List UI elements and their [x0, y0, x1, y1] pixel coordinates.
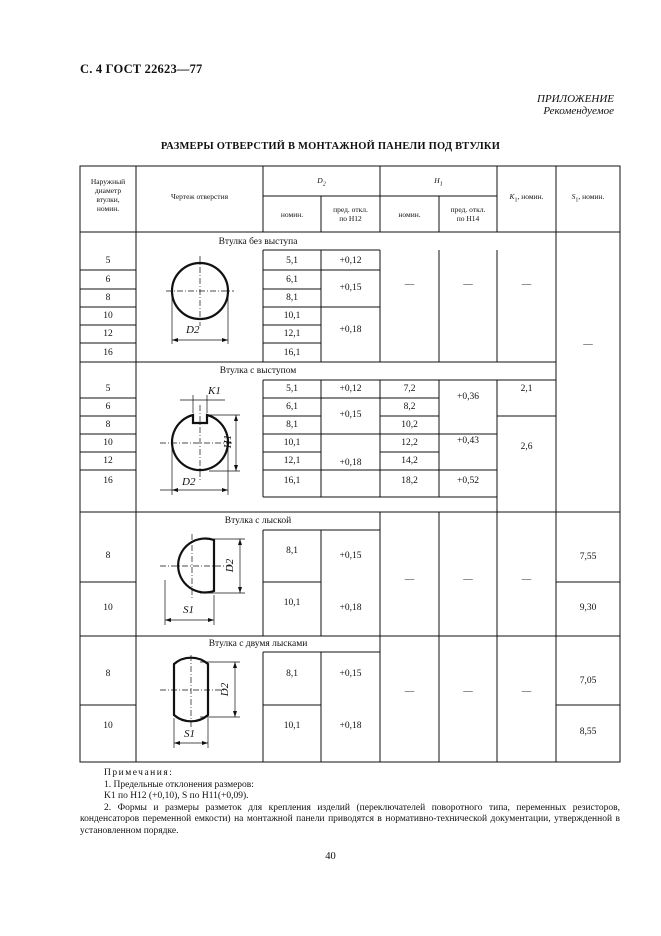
table-cell: +0,52 — [457, 476, 479, 486]
hole-drawing-single-flat — [160, 534, 245, 625]
dim-label-d2: D2 — [219, 682, 232, 697]
appendix-title: ПРИЛОЖЕНИЕ — [537, 93, 614, 105]
table-cell: 10,1 — [283, 598, 301, 608]
table-cell: +0,18 — [339, 721, 362, 731]
table-cell: +0,12 — [339, 384, 362, 394]
table-cell: 10,1 — [283, 311, 301, 321]
table-cell: 10 — [103, 438, 113, 448]
col-header-h1-nominal: номин. — [398, 210, 421, 219]
table-cell: — — [521, 575, 532, 585]
table-cell: 12,1 — [283, 456, 301, 466]
table-cell: 18,2 — [401, 476, 418, 486]
table-cell: +0,15 — [339, 669, 362, 679]
table-cell: 10,1 — [283, 721, 301, 731]
dim-label-h1: H1 — [222, 434, 235, 449]
dim-label-d2: D2 — [224, 558, 237, 573]
table-cell: 6 — [105, 275, 111, 285]
table-cell: — — [583, 340, 593, 350]
page-number: 40 — [325, 851, 336, 862]
col-header-d2: $D_2$ — [317, 176, 326, 188]
table-cell: 16 — [103, 348, 113, 358]
table-cell: 16 — [103, 476, 113, 486]
table-cell: +0,43 — [457, 436, 479, 446]
table-title: РАЗМЕРЫ ОТВЕРСТИЙ В МОНТАЖНОЙ ПАНЕЛИ ПОД ВТУЛКИ — [160, 141, 501, 152]
hole-drawing-plain — [166, 256, 234, 344]
table-cell: 5,1 — [286, 384, 298, 394]
table-cell: 12 — [103, 329, 113, 339]
table-cell: — — [463, 280, 473, 290]
table-cell: 8,1 — [286, 420, 298, 430]
table-cell: 5 — [105, 384, 111, 394]
table-cell: 8,1 — [286, 293, 298, 303]
table-cell: — — [463, 687, 473, 697]
table-cell: 8,55 — [579, 727, 597, 737]
section-label-plain: Втулка без выступа — [218, 237, 298, 247]
table-cell: 8 — [105, 669, 111, 679]
section-label-single-flat: Втулка с лыской — [224, 516, 292, 526]
notes — [80, 768, 620, 837]
dim-label-d2: D2 — [186, 324, 200, 336]
table-cell: 12,1 — [283, 329, 301, 339]
table-cell: 5,1 — [286, 256, 298, 266]
table-cell: 7,05 — [579, 676, 597, 686]
table-cell: 12 — [103, 456, 113, 466]
table-cell: 2,1 — [520, 384, 533, 394]
table-cell: 16,1 — [283, 476, 301, 486]
table-cell: 7,55 — [579, 552, 597, 562]
table-cell: +0,36 — [457, 392, 479, 402]
note-1b: K1 по H12 (+0,10), S по H11(+0,09). — [104, 791, 249, 801]
table-cell: +0,15 — [339, 410, 362, 420]
dim-label-k1: K1 — [208, 385, 221, 397]
table-cell: 8,1 — [286, 546, 298, 556]
col-header-d2-deviation: пред. откл. по Н12 — [333, 205, 368, 223]
table-cell: +0,18 — [339, 603, 362, 613]
table-cell: 10 — [103, 311, 113, 321]
table-cell: 6,1 — [286, 275, 298, 285]
col-header-h1-deviation: пред. откл. по Н14 — [450, 205, 486, 223]
table-cell: — — [521, 687, 532, 697]
page-header: С. 4 ГОСТ 22623—77 — [80, 62, 203, 76]
table-cell: 14,2 — [401, 456, 418, 466]
table-cell: 2,6 — [520, 442, 533, 452]
table-cell: 10,2 — [401, 420, 418, 430]
note-2: 2. Формы и размеры разметок для крепления изделий (переключателей поворотного типа, переменных резисторов, конденсаторов переменной емкости) на монтажной панели приводятся в нормативно-технической документации, утвержденной в установленном порядке. — [80, 802, 620, 836]
col-header-outer-diameter: Наружный диаметр втулки, номин. — [90, 177, 126, 213]
dim-label-s1: S1 — [184, 728, 195, 740]
col-header-h1: $H_1$ — [434, 176, 443, 188]
table-cell: 6 — [105, 402, 111, 412]
table-cell: +0,15 — [339, 283, 362, 293]
table-cell: +0,18 — [339, 458, 362, 468]
table-cell: 5 — [105, 256, 111, 266]
col-header-s1: $S_1$, номин. — [571, 192, 605, 204]
note-1: 1. Предельные отклонения размеров: — [104, 779, 254, 790]
table-cell: 6,1 — [286, 402, 298, 412]
notes-heading: Примечания: — [104, 768, 174, 778]
col-header-d2-nominal: номин. — [280, 210, 304, 219]
table-cell: +0,18 — [339, 325, 362, 335]
col-header-drawing: Чертеж отверстия — [170, 192, 229, 201]
table-cell: — — [463, 575, 473, 585]
table-cell: 8,1 — [286, 669, 298, 679]
table-cell: +0,15 — [339, 551, 362, 561]
table-cell: 8 — [105, 551, 111, 561]
table-cell: 12,2 — [401, 438, 418, 448]
table-cell: — — [404, 575, 415, 585]
table-cell: 8 — [105, 293, 111, 303]
table-cell: — — [404, 687, 415, 697]
appendix-subtitle: Рекомендуемое — [543, 105, 614, 117]
table-cell: 10 — [103, 603, 113, 613]
table-cell: +0,12 — [339, 256, 362, 266]
section-label-double-flat: Втулка с двумя лысками — [208, 639, 308, 649]
col-header-k1: $K_1$, номин. — [509, 192, 544, 204]
dim-label-s1: S1 — [183, 604, 194, 616]
table-cell: 10 — [103, 721, 113, 731]
table-cell: 8 — [105, 420, 111, 430]
table-cell: 9,30 — [579, 603, 597, 613]
section-label-keyed: Втулка с выступом — [219, 366, 297, 376]
table-cell: 8,2 — [403, 402, 416, 412]
table-cell: 7,2 — [403, 384, 416, 394]
table-cell: 10,1 — [283, 438, 301, 448]
hole-drawing-double-flat — [160, 655, 240, 748]
table-cell: — — [521, 280, 532, 290]
table-cell: 16,1 — [283, 348, 301, 358]
table-cell: — — [404, 280, 415, 290]
dim-label-d2: D2 — [182, 476, 196, 488]
